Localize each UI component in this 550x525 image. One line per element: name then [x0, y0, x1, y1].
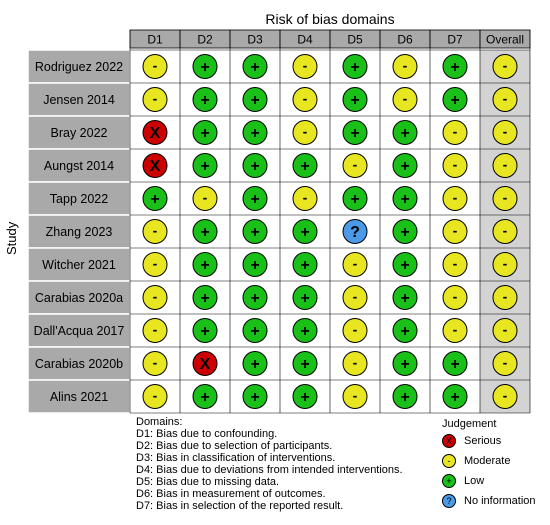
legend-title: Judgement: [442, 418, 497, 430]
judgement-low-icon: [393, 352, 417, 376]
judgement-glyph: -: [452, 189, 458, 206]
judgement-some-icon: [143, 88, 167, 112]
judgement-glyph: -: [452, 123, 458, 140]
judgement-glyph: +: [450, 389, 460, 406]
judgement-glyph: +: [200, 92, 210, 109]
judgement-high-icon: [193, 352, 217, 376]
judgement-glyph: +: [300, 224, 310, 241]
judgement-glyph: +: [250, 92, 260, 109]
judgement-low-icon: [393, 220, 417, 244]
judgement-glyph: -: [452, 222, 458, 239]
header-label-d5: D5: [347, 32, 363, 47]
judgement-glyph: -: [502, 57, 508, 74]
judgement-glyph: +: [200, 290, 210, 307]
judgement-glyph: -: [502, 90, 508, 107]
note-d7: D7: Bias in selection of the reported result.: [136, 500, 344, 512]
judgement-some-icon: [293, 121, 317, 145]
judgement-glyph: -: [152, 90, 158, 107]
judgement-low-icon: [343, 121, 367, 145]
note-d6: D6: Bias in measurement of outcomes.: [136, 488, 326, 500]
judgement-low-icon: [293, 385, 317, 409]
judgement-glyph: +: [250, 191, 260, 208]
judgement-some-icon: [143, 253, 167, 277]
judgement-glyph: -: [152, 354, 158, 371]
judgement-low-icon: [193, 253, 217, 277]
judgement-some-icon: [343, 385, 367, 409]
judgement-some-icon: [293, 88, 317, 112]
judgement-glyph: +: [400, 224, 410, 241]
judgement-glyph: +: [250, 389, 260, 406]
header-label-overall: Overall: [485, 32, 525, 47]
judgement-glyph: +: [400, 257, 410, 274]
judgement-glyph: +: [350, 92, 360, 109]
legend-label: No information: [464, 495, 536, 507]
judgement-some-icon: [143, 385, 167, 409]
judgement-low-icon: [293, 253, 317, 277]
judgement-low-icon: [243, 352, 267, 376]
judgement-low-icon: [243, 253, 267, 277]
judgement-glyph: X: [149, 125, 161, 142]
judgement-low-icon: [243, 154, 267, 178]
judgement-glyph: +: [200, 59, 210, 76]
legend-item-low: [432, 472, 496, 492]
judgement-glyph: -: [502, 387, 508, 404]
note-d1: D1: Bias due to confounding.: [136, 428, 278, 440]
judgement-low-icon: [193, 286, 217, 310]
judgement-low-icon: [243, 319, 267, 343]
judgement-some-icon: [493, 253, 517, 277]
judgement-some-icon: [493, 352, 517, 376]
judgement-glyph: -: [502, 222, 508, 239]
judgement-some-icon: [343, 352, 367, 376]
domains-notes: [136, 416, 403, 512]
study-label: Bray 2022: [50, 126, 108, 140]
judgement-glyph: +: [400, 125, 410, 142]
judgement-glyph: +: [300, 389, 310, 406]
judgement-glyph: -: [502, 156, 508, 173]
judgement-low-icon: [293, 154, 317, 178]
judgement-glyph: -: [202, 189, 208, 206]
judgement-glyph: +: [350, 125, 360, 142]
study-label: Jensen 2014: [43, 93, 115, 107]
judgement-low-icon: [443, 88, 467, 112]
judgement-glyph: +: [250, 257, 260, 274]
judgement-high-icon: [143, 121, 167, 145]
judgement-low-icon: [243, 88, 267, 112]
judgement-glyph: X: [199, 356, 211, 373]
judgement-some-icon: [393, 88, 417, 112]
judgement-some-icon: [293, 55, 317, 79]
study-label: Tapp 2022: [49, 192, 109, 206]
judgement-glyph: +: [200, 224, 210, 241]
judgement-glyph: +: [150, 191, 160, 208]
judgement-glyph: +: [450, 356, 460, 373]
judgement-glyph: -: [452, 255, 458, 272]
judgement-low-icon: [293, 319, 317, 343]
judgement-some-icon: [493, 121, 517, 145]
judgement-glyph: -: [502, 354, 508, 371]
judgement-some-icon: [343, 253, 367, 277]
legend-label: Serious: [464, 435, 502, 447]
judgement-glyph: -: [452, 288, 458, 305]
judgement-low-icon: [443, 352, 467, 376]
header-title: Risk of bias domains: [265, 11, 395, 27]
judgement-low-icon: [193, 154, 217, 178]
judgement-high-icon: [143, 154, 167, 178]
judgement-glyph: -: [302, 123, 308, 140]
judgement-glyph: +: [250, 59, 260, 76]
judgement-low-icon: [393, 286, 417, 310]
study-label: Carabias 2020b: [34, 357, 124, 371]
judgement-glyph: -: [502, 321, 508, 338]
judgement-glyph: -: [402, 90, 408, 107]
judgement-some-icon: [393, 55, 417, 79]
judgement-ni-icon: [343, 220, 367, 244]
legend-low-icon: +: [442, 474, 456, 488]
judgement-glyph: -: [152, 222, 158, 239]
judgement-low-icon: [243, 121, 267, 145]
judgement-low-icon: [193, 319, 217, 343]
judgement-some-icon: [143, 286, 167, 310]
judgement-low-icon: [343, 88, 367, 112]
judgement-glyph: +: [200, 257, 210, 274]
judgement-glyph: -: [352, 354, 358, 371]
legend-item-high: [432, 432, 502, 452]
judgement-glyph: -: [352, 255, 358, 272]
judgement-low-icon: [393, 319, 417, 343]
judgement-glyph: +: [300, 257, 310, 274]
judgement-glyph: +: [400, 356, 410, 373]
judgement-glyph: +: [400, 290, 410, 307]
header-label-d6: D6: [397, 32, 413, 47]
judgement-glyph: +: [300, 158, 310, 175]
judgement-some-icon: [493, 220, 517, 244]
judgement-low-icon: [393, 253, 417, 277]
legend-some-icon: -: [442, 454, 456, 468]
judgement-glyph: -: [152, 288, 158, 305]
judgement-some-icon: [443, 154, 467, 178]
header-label-d7: D7: [447, 32, 463, 47]
judgement-low-icon: [243, 187, 267, 211]
judgement-glyph: +: [350, 59, 360, 76]
judgement-some-icon: [343, 286, 367, 310]
judgement-some-icon: [143, 220, 167, 244]
y-axis-label-text: Study: [4, 221, 19, 255]
study-label: Carabias 2020a: [34, 291, 124, 305]
judgement-glyph: +: [250, 356, 260, 373]
study-label: Aungst 2014: [43, 159, 115, 173]
judgement-glyph: +: [250, 224, 260, 241]
judgement-legend: [432, 418, 536, 512]
judgement-glyph: +: [250, 158, 260, 175]
judgement-glyph: -: [502, 189, 508, 206]
judgement-some-icon: [493, 187, 517, 211]
judgement-low-icon: [343, 55, 367, 79]
legend-item-some: [432, 452, 511, 472]
judgement-low-icon: [293, 286, 317, 310]
judgement-glyph: +: [300, 290, 310, 307]
judgement-low-icon: [243, 286, 267, 310]
judgement-some-icon: [193, 187, 217, 211]
judgement-glyph: -: [302, 90, 308, 107]
header-label-d1: D1: [147, 32, 163, 47]
note-d4: D4: Bias due to deviations from intended interventions.: [136, 464, 403, 476]
judgement-glyph: +: [450, 59, 460, 76]
judgement-some-icon: [443, 187, 467, 211]
judgement-glyph: -: [352, 156, 358, 173]
judgement-glyph: -: [452, 321, 458, 338]
judgement-glyph: +: [200, 158, 210, 175]
judgement-glyph: -: [452, 156, 458, 173]
judgement-glyph: ?: [350, 224, 360, 241]
judgement-some-icon: [143, 55, 167, 79]
judgement-low-icon: [193, 88, 217, 112]
study-label: Dall'Acqua 2017: [33, 324, 125, 338]
judgement-some-icon: [343, 319, 367, 343]
note-d5: D5: Bias due to missing data.: [136, 476, 280, 488]
judgement-some-icon: [443, 220, 467, 244]
judgement-low-icon: [293, 220, 317, 244]
judgement-some-icon: [443, 121, 467, 145]
judgement-glyph: +: [400, 389, 410, 406]
header-label-d3: D3: [247, 32, 263, 47]
judgement-glyph: -: [302, 189, 308, 206]
judgement-some-icon: [443, 253, 467, 277]
judgement-low-icon: [193, 55, 217, 79]
y-axis-label: [4, 221, 24, 255]
judgement-low-icon: [243, 385, 267, 409]
legend-high-icon: X: [442, 434, 456, 448]
judgement-glyph: +: [450, 92, 460, 109]
study-label: Witcher 2021: [42, 258, 116, 272]
study-label: Alins 2021: [49, 390, 109, 404]
judgement-some-icon: [143, 319, 167, 343]
judgement-some-icon: [293, 187, 317, 211]
judgement-low-icon: [393, 154, 417, 178]
judgement-low-icon: [443, 385, 467, 409]
judgement-low-icon: [143, 187, 167, 211]
judgement-some-icon: [493, 88, 517, 112]
judgement-glyph: -: [152, 57, 158, 74]
judgement-some-icon: [443, 286, 467, 310]
judgement-glyph: -: [502, 123, 508, 140]
judgement-glyph: +: [400, 158, 410, 175]
judgement-glyph: -: [502, 255, 508, 272]
judgement-some-icon: [343, 154, 367, 178]
judgement-glyph: +: [300, 323, 310, 340]
judgement-low-icon: [193, 220, 217, 244]
judgement-glyph: +: [200, 389, 210, 406]
judgement-some-icon: [493, 286, 517, 310]
judgement-glyph: -: [152, 321, 158, 338]
judgement-glyph: +: [250, 323, 260, 340]
legend-item-ni: [432, 492, 536, 512]
judgement-glyph: +: [200, 125, 210, 142]
judgement-glyph: +: [400, 323, 410, 340]
header-label-d2: D2: [197, 32, 213, 47]
judgement-glyph: -: [152, 255, 158, 272]
judgement-glyph: +: [300, 356, 310, 373]
judgement-glyph: +: [200, 323, 210, 340]
judgement-some-icon: [493, 154, 517, 178]
legend-label: Low: [464, 475, 485, 487]
judgement-glyph: X: [149, 158, 161, 175]
legend-label: Moderate: [464, 455, 511, 467]
judgement-glyph: +: [250, 290, 260, 307]
judgement-low-icon: [443, 55, 467, 79]
judgement-glyph: -: [302, 57, 308, 74]
judgement-low-icon: [393, 187, 417, 211]
judgement-some-icon: [143, 352, 167, 376]
study-label: Zhang 2023: [45, 225, 113, 239]
judgement-low-icon: [193, 121, 217, 145]
judgement-glyph: +: [250, 125, 260, 142]
header-label-d4: D4: [297, 32, 313, 47]
judgement-low-icon: [343, 187, 367, 211]
judgement-some-icon: [493, 55, 517, 79]
judgement-low-icon: [293, 352, 317, 376]
study-label: Rodriguez 2022: [34, 60, 124, 74]
judgement-glyph: -: [502, 288, 508, 305]
judgement-glyph: -: [402, 57, 408, 74]
note-d3: D3: Bias in classification of interventions.: [136, 452, 336, 464]
judgement-glyph: +: [400, 191, 410, 208]
judgement-low-icon: [193, 385, 217, 409]
judgement-glyph: -: [352, 387, 358, 404]
note-d2: D2: Bias due to selection of participants.: [136, 440, 333, 452]
judgement-glyph: +: [350, 191, 360, 208]
notes-heading: Domains:: [136, 416, 183, 428]
legend-ni-icon: ?: [442, 494, 456, 508]
judgement-low-icon: [243, 220, 267, 244]
judgement-glyph: -: [152, 387, 158, 404]
judgement-some-icon: [443, 319, 467, 343]
judgement-some-icon: [493, 385, 517, 409]
judgement-glyph: -: [352, 321, 358, 338]
judgement-low-icon: [393, 385, 417, 409]
judgement-low-icon: [243, 55, 267, 79]
judgement-some-icon: [493, 319, 517, 343]
judgement-low-icon: [393, 121, 417, 145]
judgement-glyph: -: [352, 288, 358, 305]
